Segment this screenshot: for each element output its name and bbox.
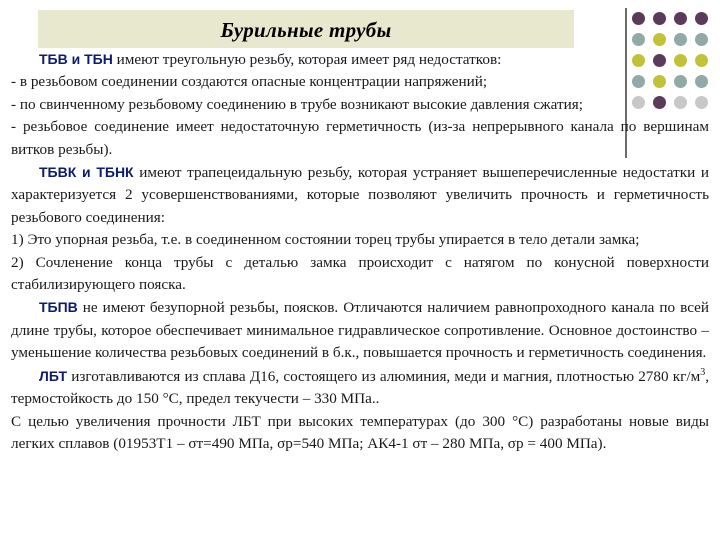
- paragraph-text: не имеют безупорной резьбы, поясков. Отличаются наличием равнопроходного канала по всей длине трубы, которое обеспечивает минимальное гидравлическое сопротивление. Основное достоинство – уменьшение количества резьбовых соединений в б.к., повышается прочность и герметичность соединения.: [11, 299, 709, 362]
- dot-teal-icon: [674, 33, 687, 46]
- dot-olive-icon: [653, 33, 666, 46]
- paragraph-text: имеют трапецеидальную резьбу, которая устраняет вышеперечисленные недостатки и характеризуется 2 усовершенствованиями, которые позволяют увеличить прочность и герметичность резьбового соединения:: [11, 164, 709, 226]
- paragraph-text: имеют треугольную резьбу, которая имеет ряд недостатков:: [112, 51, 502, 68]
- paragraph-tbvk-tbnk: [11, 161, 709, 229]
- list-item-pressure: - по свинченному резьбовому соединению в трубе возникают высокие давления сжатия;: [11, 95, 583, 113]
- dot-teal-icon: [695, 33, 708, 46]
- paragraph-text: , термостойкость до 150 °С, предел текучести – 330 МПа..: [11, 367, 709, 408]
- dot-teal-icon: [632, 33, 645, 46]
- dot-purple-icon: [695, 12, 708, 25]
- paragraph-lbt: [11, 365, 709, 411]
- keyword-tbvk-tbnk: ТБВК и ТБНК: [39, 164, 134, 181]
- paragraph-alloys: С целью увеличения прочности ЛБТ при высоких температурах (до 300 °С) разработаны новые виды легких сплавов (01953Т1 – σт=490 МПа, σр=540 МПа; АК4-1 σт – 280 МПа, σр = 400 МПа).: [11, 412, 709, 452]
- list-item-stress: - в резьбовом соединении создаются опасные концентрации напряжений;: [11, 73, 488, 91]
- dot-purple-icon: [653, 12, 666, 25]
- dot-purple-icon: [674, 12, 687, 25]
- keyword-tbpv: ТБПВ: [39, 299, 78, 316]
- paragraph-tbpv: [11, 296, 709, 364]
- list-item-thrust-thread: 1) Это упорная резьба, т.е. в соединенном состоянии торец трубы упирается в тело детали замка;: [11, 231, 640, 249]
- list-item-sealing: - резьбовое соединение имеет недостаточную герметичность (из-за непрерывного канала по вершинам витков резьбы).: [11, 118, 709, 158]
- list-item-taper-joint: 2) Сочленение конца трубы с деталью замка происходит с натягом по конусной поверхности стабилизирующего пояска.: [11, 253, 709, 294]
- dot-purple-icon: [632, 12, 645, 25]
- slide-body: [11, 48, 709, 455]
- keyword-lbt: ЛБТ: [39, 367, 68, 384]
- title-band: [38, 10, 574, 48]
- slide-title: Бурильные трубы: [220, 18, 392, 42]
- paragraph-text: изготавливаются из сплава Д16, состоящего из алюминия, меди и магния, плотностью 2780 кг/м: [67, 367, 701, 385]
- keyword-tbv-tbn: ТБВ и ТБН: [39, 51, 113, 67]
- superscript: 3: [700, 366, 706, 378]
- paragraph-tbv-tbn: [11, 48, 709, 71]
